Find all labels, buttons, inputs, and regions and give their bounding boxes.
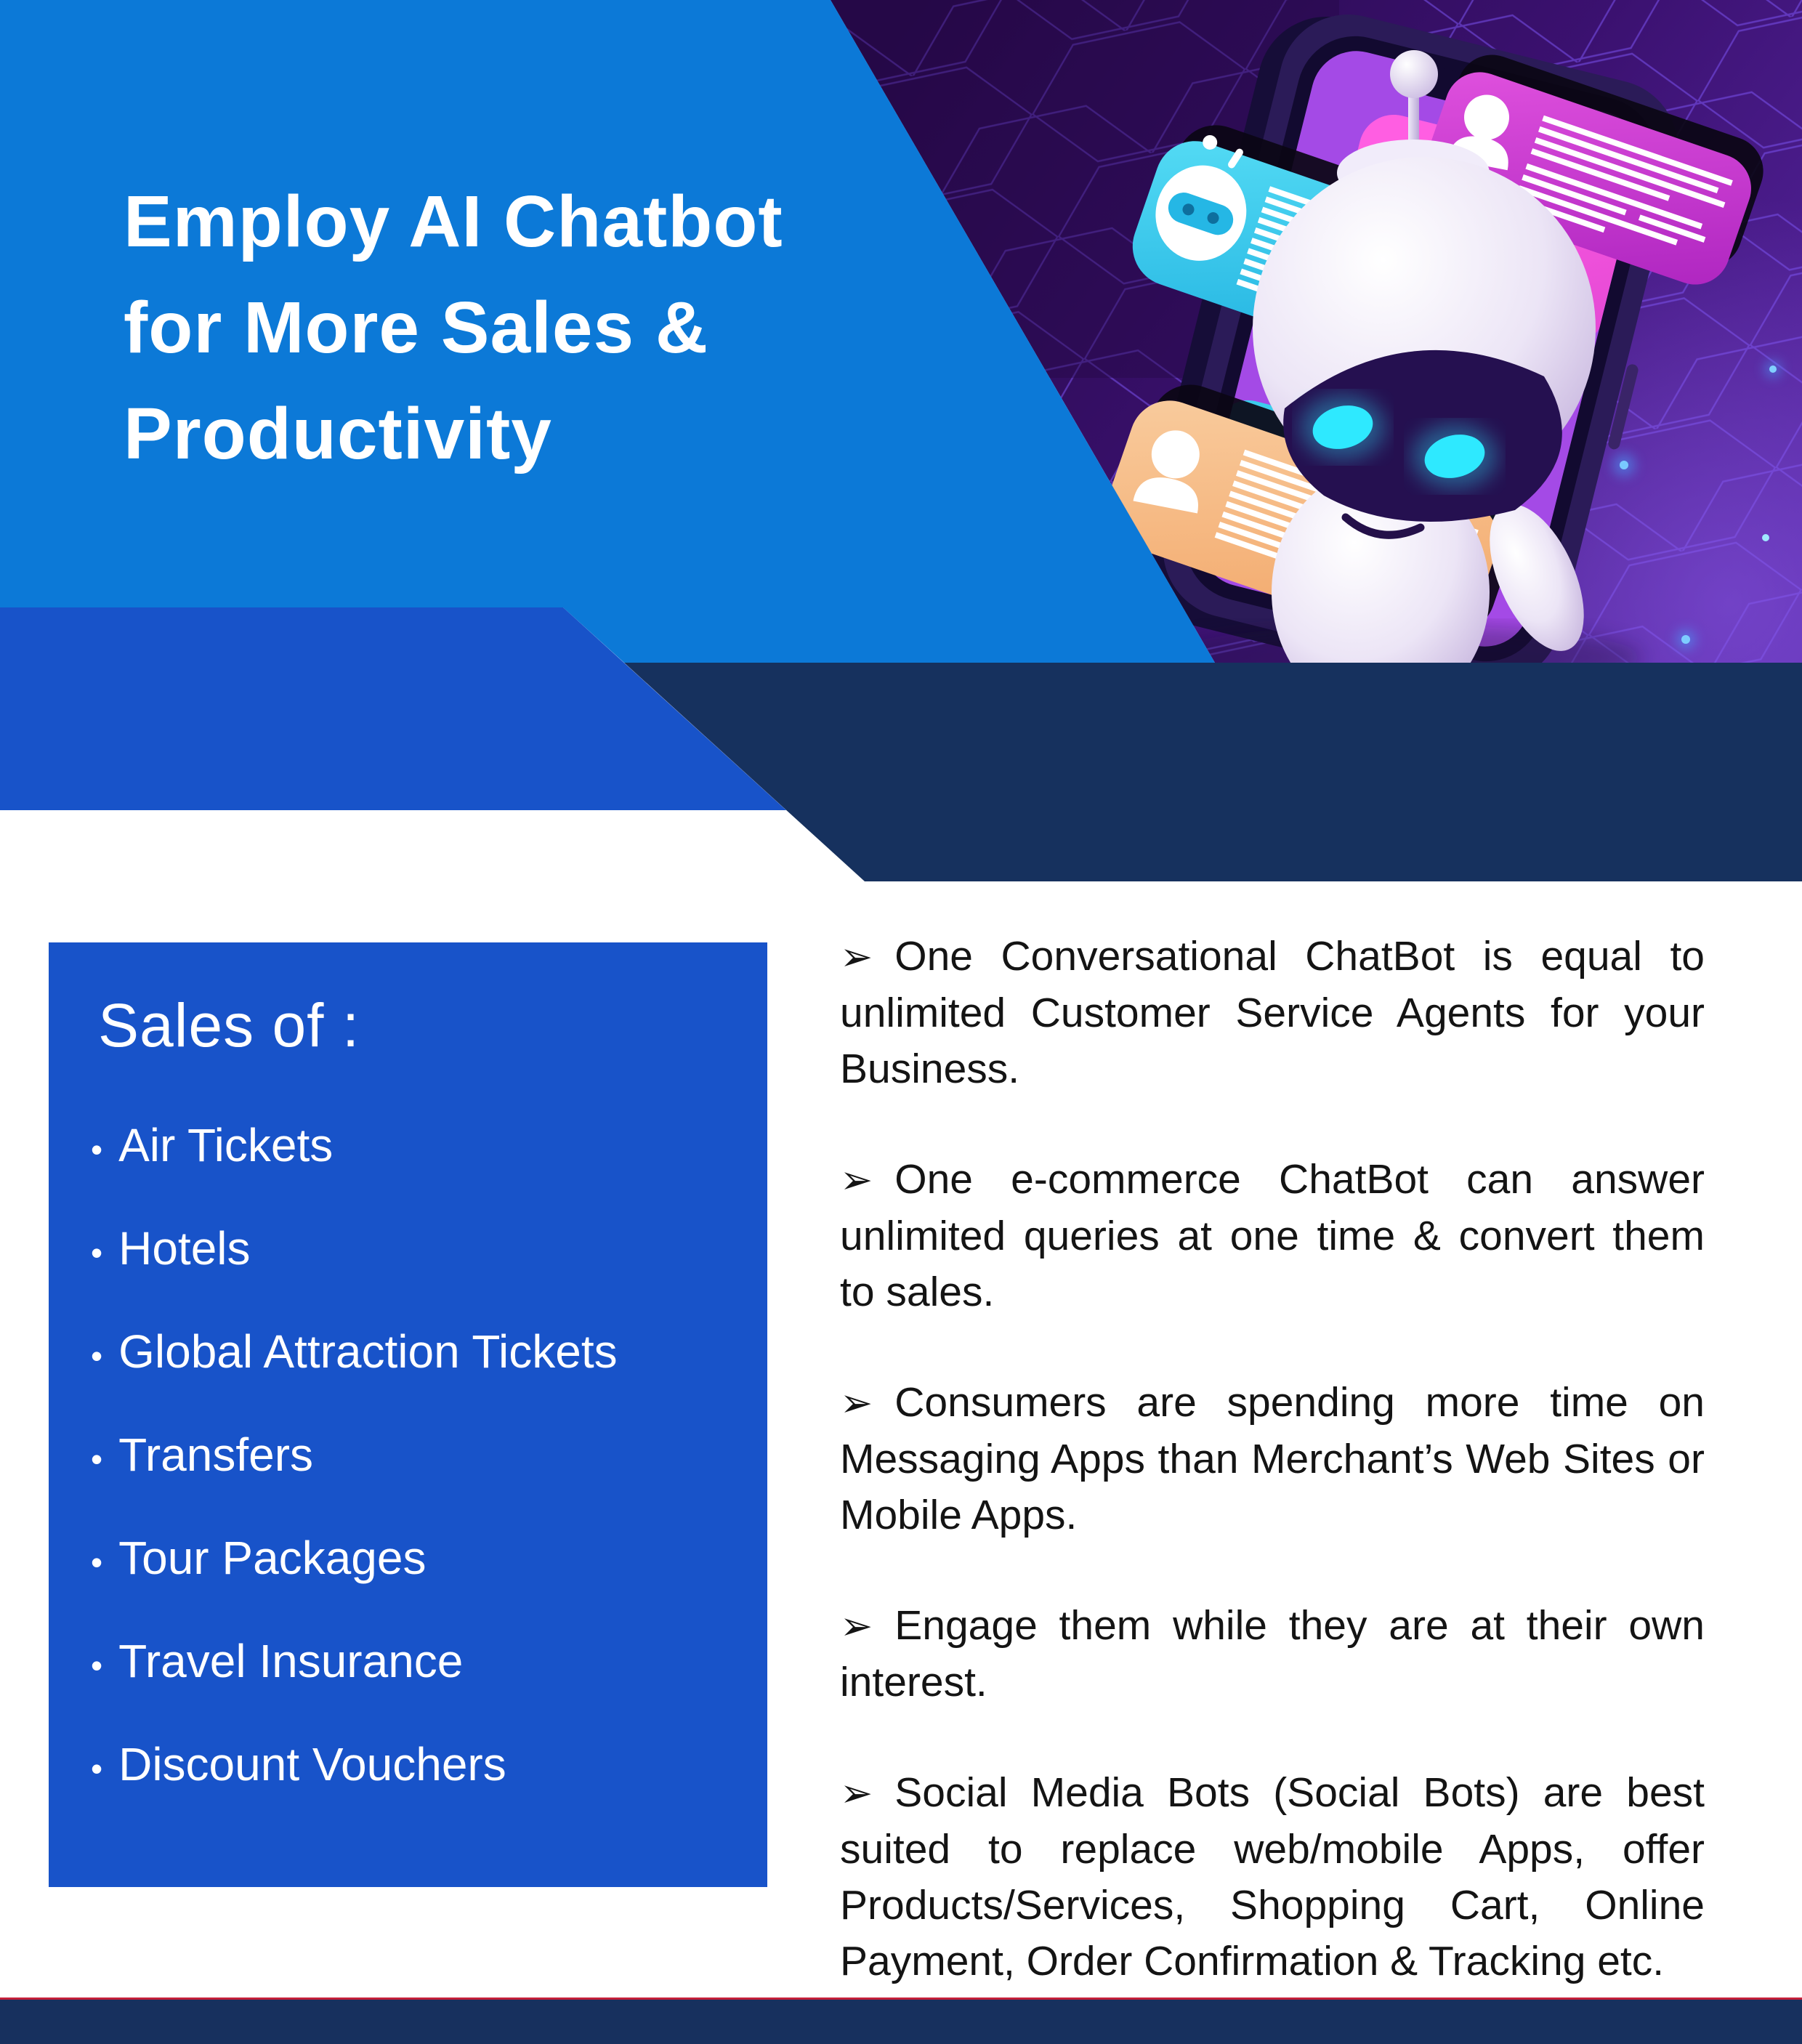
- benefit-text: One e-commerce ChatBot can answer unlimited queries at one time & convert them to sales.: [840, 1156, 1705, 1315]
- arrowhead-bullet-icon: ➢: [840, 935, 873, 979]
- list-item: [91, 1119, 767, 1173]
- list-item: [91, 1635, 767, 1689]
- arrowhead-bullet-icon: ➢: [840, 1158, 873, 1202]
- bullet-icon: •: [91, 1131, 103, 1168]
- benefit-text: One Conversational ChatBot is equal to unlimited Customer Service Agents for your Business.: [840, 933, 1705, 1092]
- arrowhead-bullet-icon: ➢: [840, 1381, 873, 1425]
- list-item-label: Hotels: [118, 1222, 251, 1275]
- list-item-label: Air Tickets: [118, 1119, 334, 1171]
- benefit-item: [840, 1375, 1705, 1543]
- navy-band: [624, 663, 1802, 881]
- list-item: [91, 1431, 767, 1482]
- bullet-icon: •: [91, 1543, 103, 1581]
- bullet-icon: •: [91, 1647, 103, 1684]
- benefit-item: [840, 1152, 1705, 1320]
- list-item: [91, 1738, 767, 1792]
- list-item: [91, 1222, 767, 1276]
- footer-bar: [0, 2000, 1802, 2044]
- title-line-3: Productivity: [124, 393, 552, 474]
- sales-heading: Sales of :: [98, 991, 360, 1059]
- bullet-icon: •: [91, 1337, 103, 1375]
- arrowhead-bullet-icon: ➢: [840, 1604, 873, 1648]
- benefit-text: Consumers are spending more time on Messaging Apps than Merchant’s Web Sites or Mobile Apps.: [840, 1379, 1705, 1538]
- benefit-item: [840, 1598, 1705, 1710]
- benefit-text: Social Media Bots (Social Bots) are best suited to replace web/mobile Apps, offer Products/Services, Shopping Cart, Online Payment, Order Confirmation & Tracking etc.: [840, 1769, 1705, 1984]
- list-item: [91, 1325, 767, 1379]
- bullet-icon: •: [91, 1440, 103, 1478]
- title-line-1: Employ AI Chatbot: [124, 181, 783, 262]
- list-item-label: Global Attraction Tickets: [118, 1325, 618, 1378]
- list-item-label: Discount Vouchers: [118, 1738, 506, 1790]
- list-item-label: Transfers: [118, 1429, 314, 1481]
- page-title: [124, 169, 783, 487]
- benefits-column: [840, 929, 1705, 2044]
- list-item-label: Travel Insurance: [118, 1635, 464, 1687]
- list-item: [91, 1532, 767, 1585]
- benefit-text: Engage them while they are at their own interest.: [840, 1602, 1705, 1705]
- title-line-2: for More Sales &: [124, 287, 709, 368]
- benefit-item: [840, 929, 1705, 1097]
- benefit-item: [840, 1765, 1705, 1990]
- bullet-icon: •: [91, 1234, 103, 1272]
- arrowhead-bullet-icon: ➢: [840, 1772, 873, 1815]
- sales-list: [91, 1119, 767, 1792]
- sales-box: [49, 942, 767, 1887]
- list-item-label: Tour Packages: [118, 1532, 427, 1584]
- bullet-icon: •: [91, 1750, 103, 1788]
